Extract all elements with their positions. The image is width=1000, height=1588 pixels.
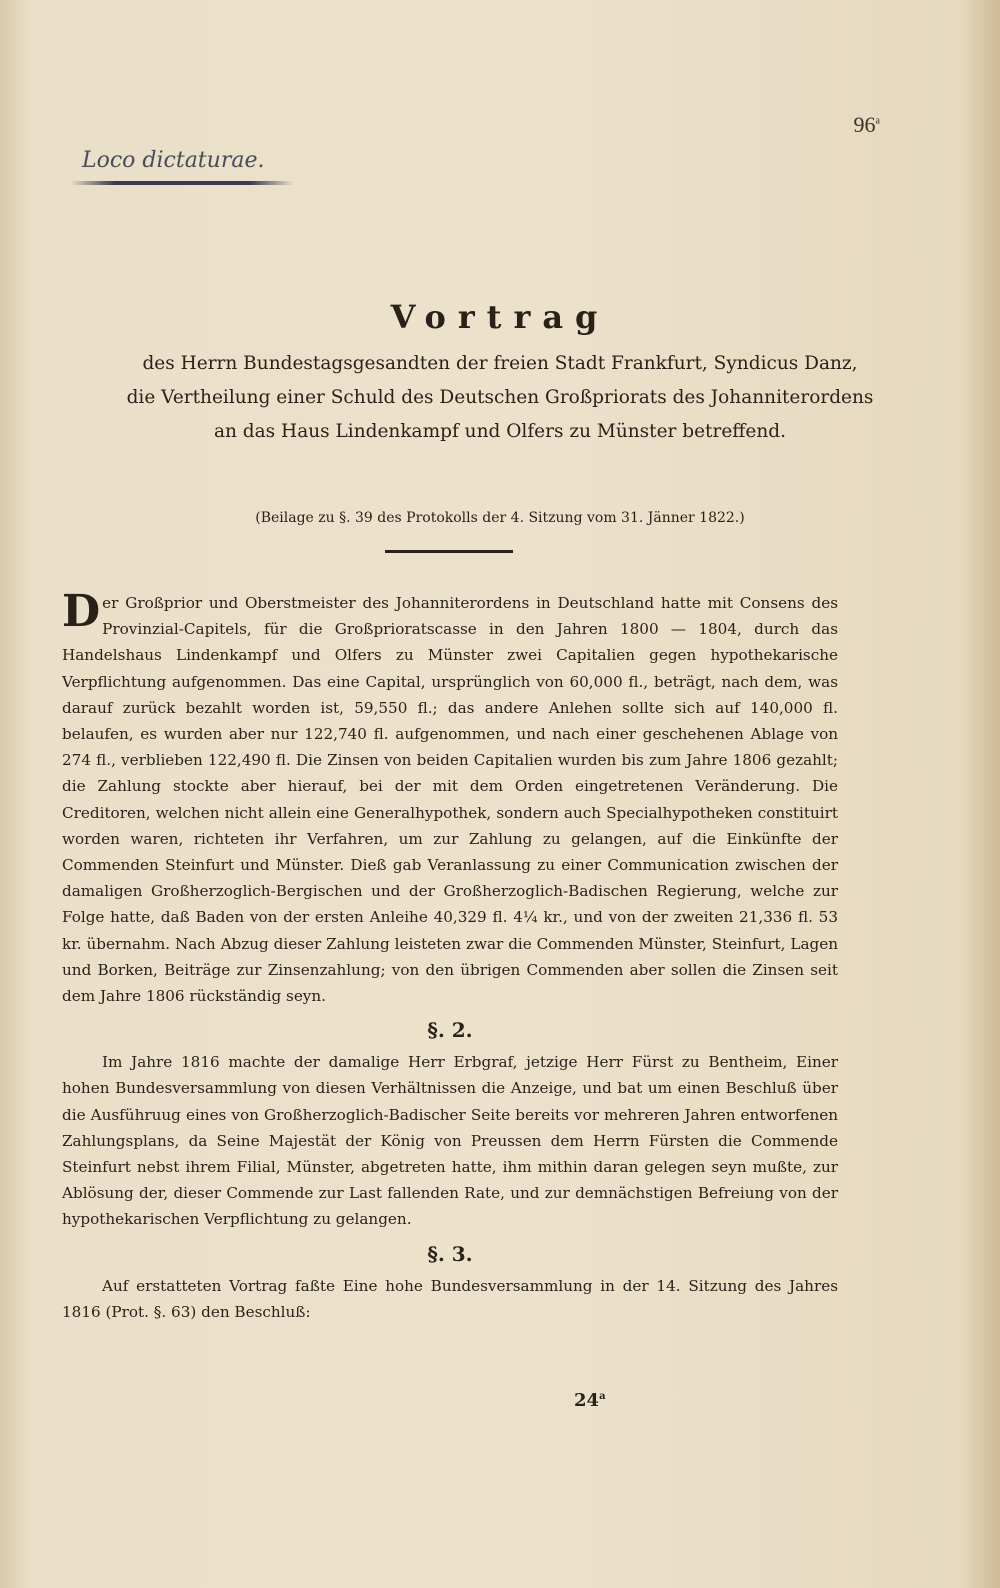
handwritten-note: Loco dictaturae. bbox=[82, 148, 265, 173]
drop-cap: D bbox=[62, 586, 101, 637]
handwritten-underline bbox=[70, 181, 294, 185]
title-divider bbox=[385, 550, 513, 553]
page-number bbox=[854, 112, 880, 138]
paragraph-1 bbox=[62, 586, 838, 1009]
section-3-heading: §. 3. bbox=[427, 1241, 473, 1266]
signature-value: 24 bbox=[574, 1390, 600, 1411]
document-subtitle bbox=[70, 347, 930, 449]
signature-mark bbox=[574, 1390, 606, 1411]
section-2-text: Im Jahre 1816 machte der damalige Herr Erbgraf, jetzige Herr Fürst zu Bentheim, Einer hohen Bundesversammlung von diesen Verhältnissen die Anzeige, und bat um einen Beschluß über die Ausführuug eines von Großherzoglich-Badischer Seite bereits vor mehreren Jahren entworfenen Zahlungsplans, da Seine Majestät der König von Preussen dem Herrn Fürsten die Commende Steinfurt nebst ihrem Filial, Münster, abgetreten hatte, ihm mithin daran gelegen seyn mußte, zur Ablösung der, dieser Commende zur Last fallenden Rate, und zur demnächstigen Befreiung von der hypothekarischen Verpflichtung zu gelangen. bbox=[62, 1053, 838, 1229]
paragraph-1-text: er Großprior und Oberstmeister des Johanniterordens in Deutschland hatte mit Consens des Provinzial-Capitels, für die Großprioratscasse in den Jahren 1800 — 1804, durch das Handelshaus Lindenkampf und Olfers zu Münster zwei Capitalien gegen hypothekarische Verpflichtung aufgenommen. Das eine Capital, ursprünglich von 60,000 fl., beträgt, nach dem, was darauf zurück bezahlt worden ist, 59,550 fl.; das andere Anlehen sollte sich auf 140,000 fl. belaufen, es wurden aber nur 122,740 fl. aufgenommen, und nach einer geschehenen Ablage von 274 fl., verblieben 122,490 fl. Die Zinsen von beiden Capitalien wurden bis zum Jahre 1806 gezahlt; die Zahlung stockte aber hierauf, bei der mit dem Orden eingetretenen Veränderung. Die Creditoren, welchen nicht allein eine Generalhypothek, sondern auch Specialhypotheken constituirt worden waren, richteten ihr Verfahren, um zur Zahlung zu gelangen, auf die Einkünfte der Commenden Steinfurt und Münster. Dieß gab Veranlassung zu einer Communication zwischen der damaligen Großherzoglich-Bergischen und der Großherzoglich-Badischen Regierung, welche zur Folge hatte, daß Baden von der ersten Anleihe 40,329 fl. 4¼ kr., und von der zweiten 21,336 fl. 53 kr. übernahm. Nach Abzug dieser Zahlung leisteten zwar die Commenden Münster, Steinfurt, Lagen und Borken, Beiträge zur Zinsenzahlung; von den übrigen Commenden aber sollen die Zinsen seit dem Jahre 1806 rückständig seyn. bbox=[62, 594, 838, 1006]
signature-superscript: a bbox=[599, 1391, 606, 1402]
document-title: Vortrag bbox=[390, 298, 610, 336]
page-number-value: 96 bbox=[853, 112, 876, 137]
supplement-note: (Beilage zu §. 39 des Protokolls der 4. Sitzung vom 31. Jänner 1822.) bbox=[255, 510, 745, 526]
subtitle-line: an das Haus Lindenkampf und Olfers zu Münster betreffend. bbox=[213, 421, 786, 442]
section-2-heading: §. 2. bbox=[427, 1018, 473, 1043]
body-text bbox=[62, 586, 838, 1325]
subtitle-line: des Herrn Bundestagsgesandten der freien Stadt Frankfurt, Syndicus Danz, bbox=[142, 353, 858, 374]
section-3-text: Auf erstatteten Vortrag faßte Eine hohe Bundesversammlung in der 14. Sitzung des Jahres 1816 (Prot. §. 63) den Beschluß: bbox=[62, 1276, 838, 1321]
page-number-superscript: a bbox=[875, 115, 880, 127]
subtitle-line: die Vertheilung einer Schuld des Deutschen Großpriorats des Johanniterordens bbox=[126, 387, 874, 408]
